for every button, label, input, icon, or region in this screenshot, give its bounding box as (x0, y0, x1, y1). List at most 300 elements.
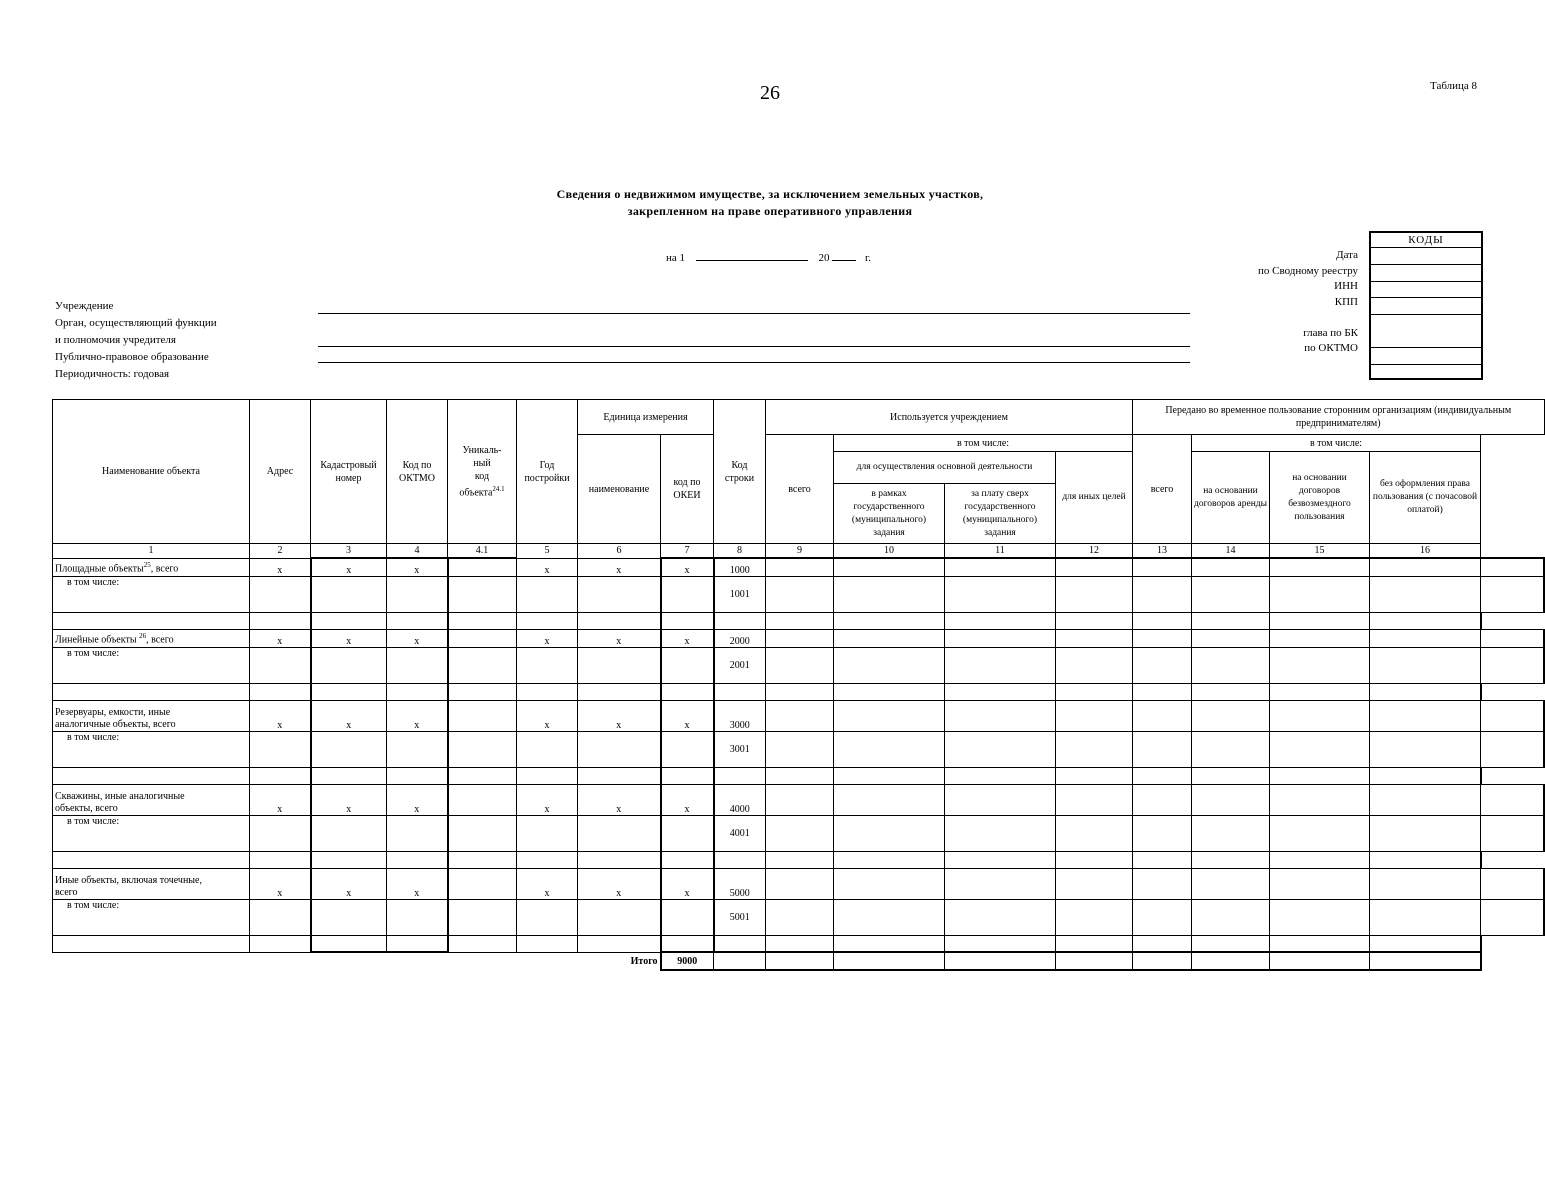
value-cell[interactable] (1481, 629, 1545, 647)
value-cell[interactable] (945, 647, 1056, 683)
value-cell[interactable] (448, 851, 517, 868)
value-cell[interactable] (661, 815, 714, 851)
value-cell[interactable] (387, 612, 448, 629)
header-row-code: Код строки (714, 400, 766, 544)
value-cell[interactable] (945, 612, 1056, 629)
row-code: 1001 (714, 576, 766, 612)
including-label: в том числе: (53, 899, 250, 935)
value-cell[interactable] (250, 767, 311, 784)
value-cell[interactable] (1192, 851, 1270, 868)
value-cell[interactable] (945, 767, 1056, 784)
value-cell[interactable] (311, 899, 387, 935)
value-cell[interactable] (945, 576, 1056, 612)
value-cell[interactable] (1370, 868, 1481, 899)
value-cell[interactable] (834, 576, 945, 612)
value-cell[interactable] (517, 683, 578, 700)
col-number: 12 (1056, 544, 1133, 559)
value-cell[interactable] (834, 868, 945, 899)
value-cell[interactable] (1192, 815, 1270, 851)
form-title-line-1: Сведения о недвижимом имуществе, за исключением земельных участков, (556, 187, 984, 201)
value-cell[interactable] (834, 731, 945, 767)
value-cell[interactable] (250, 647, 311, 683)
total-cell[interactable] (766, 952, 834, 970)
value-cell[interactable] (661, 647, 714, 683)
value-cell[interactable] (387, 731, 448, 767)
value-cell[interactable] (53, 935, 250, 952)
value-cell[interactable] (1056, 899, 1133, 935)
value-cell[interactable] (834, 629, 945, 647)
value-cell[interactable] (250, 899, 311, 935)
value-cell[interactable] (311, 731, 387, 767)
unit-code-mark: x (661, 868, 714, 899)
header-transferred-incl: в том числе: (1192, 435, 1481, 452)
blank-row (53, 612, 1545, 629)
value-cell[interactable] (1192, 612, 1270, 629)
value-cell[interactable] (1270, 815, 1370, 851)
unit-name-mark: x (578, 629, 661, 647)
date-year-field[interactable] (832, 249, 856, 261)
header-above-task: за плату сверх государственного (муниципального) задания (945, 484, 1056, 544)
value-cell[interactable] (834, 612, 945, 629)
value-cell[interactable] (834, 899, 945, 935)
value-cell[interactable] (661, 731, 714, 767)
value-cell[interactable] (1481, 558, 1545, 576)
value-cell[interactable] (766, 899, 834, 935)
total-row-code: 9000 (661, 952, 714, 970)
value-cell[interactable] (250, 815, 311, 851)
value-cell[interactable] (766, 647, 834, 683)
header-unique-line-1: Уникаль- (462, 444, 502, 456)
row-code: 3001 (714, 731, 766, 767)
value-cell[interactable] (1481, 815, 1545, 851)
unit-code-mark: x (661, 558, 714, 576)
total-cell[interactable] (1133, 952, 1192, 970)
value-cell[interactable] (517, 935, 578, 952)
date-day-month-field[interactable] (696, 249, 808, 261)
value-cell[interactable] (1133, 683, 1192, 700)
value-cell[interactable] (578, 851, 661, 868)
group-label-text: Площадные объекты (55, 563, 144, 575)
value-cell[interactable] (448, 935, 517, 952)
value-cell[interactable] (578, 683, 661, 700)
label-organ-1: Орган, осуществляющий функции (55, 317, 217, 329)
unique-code-cell[interactable] (448, 629, 517, 647)
value-cell[interactable] (387, 899, 448, 935)
value-cell[interactable] (517, 851, 578, 868)
value-cell[interactable] (945, 815, 1056, 851)
label-institution: Учреждение (55, 300, 114, 312)
value-cell[interactable] (945, 899, 1056, 935)
value-cell[interactable] (766, 731, 834, 767)
value-cell[interactable] (448, 683, 517, 700)
label-inn: ИНН (1334, 280, 1358, 292)
value-cell[interactable] (1133, 851, 1192, 868)
value-cell[interactable] (714, 683, 766, 700)
value-cell[interactable] (1056, 851, 1133, 868)
value-cell[interactable] (250, 851, 311, 868)
value-cell[interactable] (1133, 700, 1192, 731)
value-cell[interactable] (834, 647, 945, 683)
value-cell[interactable] (766, 683, 834, 700)
header-address: Адрес (250, 400, 311, 544)
value-cell[interactable] (1270, 767, 1370, 784)
value-cell[interactable] (1192, 683, 1270, 700)
value-cell[interactable] (1133, 647, 1192, 683)
value-cell[interactable] (1192, 899, 1270, 935)
value-cell[interactable] (1270, 935, 1370, 952)
value-cell[interactable] (250, 576, 311, 612)
total-cell[interactable] (1270, 952, 1370, 970)
value-cell[interactable] (1370, 899, 1481, 935)
value-cell[interactable] (834, 700, 945, 731)
value-cell[interactable] (714, 612, 766, 629)
value-cell[interactable] (1056, 731, 1133, 767)
row-code: 3000 (714, 700, 766, 731)
value-cell[interactable] (1370, 700, 1481, 731)
table-label: Таблица 8 (1430, 80, 1478, 92)
value-cell[interactable] (1270, 576, 1370, 612)
value-cell[interactable] (53, 767, 250, 784)
value-cell[interactable] (945, 868, 1056, 899)
value-cell[interactable] (714, 935, 766, 952)
footnote-mark: 25 (143, 561, 151, 570)
value-cell[interactable] (1481, 868, 1545, 899)
value-cell[interactable] (661, 899, 714, 935)
total-cell[interactable] (945, 952, 1056, 970)
value-cell[interactable] (1192, 868, 1270, 899)
value-cell[interactable] (578, 815, 661, 851)
header-oktmo: Код по ОКТМО (387, 400, 448, 544)
blank-row (53, 683, 1545, 700)
code-empty[interactable] (1371, 365, 1481, 378)
public-entity-line[interactable] (318, 362, 1190, 363)
value-cell[interactable] (1270, 629, 1370, 647)
unique-code-cell[interactable] (448, 868, 517, 899)
value-cell[interactable] (311, 683, 387, 700)
unit-code-mark: x (661, 784, 714, 815)
total-cell[interactable] (1370, 952, 1481, 970)
value-cell[interactable] (766, 815, 834, 851)
value-cell[interactable] (1270, 868, 1370, 899)
value-cell[interactable] (448, 612, 517, 629)
value-cell[interactable] (834, 851, 945, 868)
value-cell[interactable] (945, 784, 1056, 815)
value-cell[interactable] (1133, 899, 1192, 935)
value-cell[interactable] (387, 576, 448, 612)
value-cell[interactable] (661, 767, 714, 784)
value-cell[interactable] (578, 576, 661, 612)
value-cell[interactable] (661, 576, 714, 612)
value-cell[interactable] (1192, 731, 1270, 767)
value-cell[interactable] (1270, 612, 1370, 629)
header-free-use: на основании договоров безвозмездного пользования (1270, 452, 1370, 544)
code-date[interactable] (1371, 248, 1481, 265)
value-cell[interactable] (1481, 784, 1545, 815)
value-cell[interactable] (1056, 576, 1133, 612)
col-number: 14 (1192, 544, 1270, 559)
value-cell[interactable] (53, 851, 250, 868)
value-cell[interactable] (1370, 612, 1481, 629)
value-cell[interactable] (1370, 629, 1481, 647)
value-cell[interactable] (578, 935, 661, 952)
year-mark: x (517, 629, 578, 647)
col-number: 8 (714, 544, 766, 559)
value-cell[interactable] (578, 767, 661, 784)
value-cell[interactable] (661, 851, 714, 868)
value-cell[interactable] (1481, 731, 1545, 767)
label-organ-2: и полномочия учредителя (55, 334, 176, 346)
value-cell[interactable] (1370, 731, 1481, 767)
code-inn[interactable] (1371, 282, 1481, 298)
code-glava[interactable] (1371, 315, 1481, 348)
value-cell[interactable] (1370, 815, 1481, 851)
value-cell[interactable] (1192, 629, 1270, 647)
unique-code-cell[interactable] (448, 784, 517, 815)
value-cell[interactable] (661, 612, 714, 629)
institution-line[interactable] (318, 313, 1190, 314)
value-cell[interactable] (945, 683, 1056, 700)
value-cell[interactable] (1133, 731, 1192, 767)
value-cell[interactable] (1056, 784, 1133, 815)
value-cell[interactable] (1056, 558, 1133, 576)
value-cell[interactable] (766, 767, 834, 784)
oktmo-mark: x (387, 558, 448, 576)
value-cell[interactable] (1056, 868, 1133, 899)
value-cell[interactable] (945, 851, 1056, 868)
value-cell[interactable] (834, 815, 945, 851)
value-cell[interactable] (311, 935, 387, 952)
value-cell[interactable] (387, 647, 448, 683)
value-cell[interactable] (834, 767, 945, 784)
value-cell[interactable] (945, 935, 1056, 952)
value-cell[interactable] (766, 868, 834, 899)
value-cell[interactable] (945, 731, 1056, 767)
value-cell[interactable] (1370, 851, 1481, 868)
group-label (53, 868, 250, 899)
total-cell[interactable] (714, 952, 766, 970)
code-registry[interactable] (1371, 265, 1481, 282)
value-cell[interactable] (1270, 558, 1370, 576)
value-cell[interactable] (1270, 851, 1370, 868)
value-cell[interactable] (1133, 815, 1192, 851)
value-cell[interactable] (448, 815, 517, 851)
value-cell[interactable] (766, 700, 834, 731)
value-cell[interactable] (945, 558, 1056, 576)
unit-name-mark: x (578, 784, 661, 815)
organ-line[interactable] (318, 346, 1190, 347)
value-cell[interactable] (1056, 767, 1133, 784)
value-cell[interactable] (661, 935, 714, 952)
oktmo-mark: x (387, 784, 448, 815)
value-cell[interactable] (1192, 558, 1270, 576)
value-cell[interactable] (1370, 767, 1481, 784)
header-unique-line-2: ный (473, 457, 491, 469)
value-cell[interactable] (945, 700, 1056, 731)
value-cell[interactable] (311, 612, 387, 629)
value-cell[interactable] (1056, 935, 1133, 952)
value-cell[interactable] (1056, 647, 1133, 683)
value-cell[interactable] (1370, 576, 1481, 612)
value-cell[interactable] (766, 935, 834, 952)
group-label-line-2: аналогичные объекты, всего (55, 718, 176, 730)
value-cell[interactable] (1270, 700, 1370, 731)
value-cell[interactable] (387, 683, 448, 700)
value-cell[interactable] (517, 647, 578, 683)
value-cell[interactable] (1133, 868, 1192, 899)
unit-name-mark: x (578, 558, 661, 576)
value-cell[interactable] (448, 647, 517, 683)
unique-code-cell[interactable] (448, 700, 517, 731)
value-cell[interactable] (1133, 612, 1192, 629)
cadastral-mark: x (311, 784, 387, 815)
value-cell[interactable] (578, 731, 661, 767)
value-cell[interactable] (1192, 700, 1270, 731)
value-cell[interactable] (1056, 629, 1133, 647)
label-glava: глава по БК (1303, 326, 1358, 339)
value-cell[interactable] (766, 612, 834, 629)
value-cell[interactable] (1133, 935, 1192, 952)
value-cell[interactable] (250, 612, 311, 629)
header-labels (55, 298, 217, 383)
value-cell[interactable] (387, 935, 448, 952)
value-cell[interactable] (1481, 576, 1545, 612)
label-public-entity: Публично-правовое образование (55, 351, 209, 363)
row-code: 4000 (714, 784, 766, 815)
value-cell[interactable] (1270, 647, 1370, 683)
value-cell[interactable] (1481, 700, 1545, 731)
value-cell[interactable] (517, 576, 578, 612)
value-cell[interactable] (714, 851, 766, 868)
value-cell[interactable] (578, 899, 661, 935)
value-cell[interactable] (945, 629, 1056, 647)
value-cell[interactable] (448, 899, 517, 935)
value-cell[interactable] (517, 815, 578, 851)
value-cell[interactable] (1192, 767, 1270, 784)
header-unit: Единица измерения (578, 400, 714, 435)
value-cell[interactable] (766, 784, 834, 815)
value-cell[interactable] (714, 767, 766, 784)
value-cell[interactable] (661, 683, 714, 700)
value-cell[interactable] (311, 767, 387, 784)
value-cell[interactable] (387, 851, 448, 868)
date-prefix: на 1 (666, 252, 686, 264)
value-cell[interactable] (1270, 731, 1370, 767)
value-cell[interactable] (1056, 683, 1133, 700)
value-cell[interactable] (1370, 784, 1481, 815)
value-cell[interactable] (517, 767, 578, 784)
header-main-activity: для осуществления основной деятельности (834, 452, 1056, 484)
col-number: 4.1 (448, 544, 517, 559)
value-cell[interactable] (1056, 815, 1133, 851)
value-cell[interactable] (1270, 899, 1370, 935)
value-cell[interactable] (1270, 683, 1370, 700)
value-cell[interactable] (311, 647, 387, 683)
oktmo-mark: x (387, 868, 448, 899)
subgroup-row (53, 731, 1545, 767)
value-cell[interactable] (311, 815, 387, 851)
header-used: Используется учреждением (766, 400, 1133, 435)
value-cell[interactable] (250, 935, 311, 952)
value-cell[interactable] (448, 576, 517, 612)
value-cell[interactable] (766, 629, 834, 647)
value-cell[interactable] (1192, 647, 1270, 683)
header-cadastral: Кадастровый номер (311, 400, 387, 544)
unit-name-mark: x (578, 700, 661, 731)
subgroup-row (53, 815, 1545, 851)
value-cell[interactable] (1133, 767, 1192, 784)
unit-code-mark: x (661, 700, 714, 731)
value-cell[interactable] (766, 558, 834, 576)
col-number: 9 (766, 544, 834, 559)
col-number: 6 (578, 544, 661, 559)
value-cell[interactable] (1192, 784, 1270, 815)
total-cell[interactable] (1192, 952, 1270, 970)
value-cell[interactable] (387, 815, 448, 851)
code-oktmo[interactable] (1371, 348, 1481, 365)
value-cell[interactable] (578, 612, 661, 629)
total-cell[interactable] (834, 952, 945, 970)
header-unit-name: наименование (578, 435, 661, 544)
value-cell[interactable] (387, 767, 448, 784)
value-cell[interactable] (1370, 558, 1481, 576)
value-cell[interactable] (1133, 784, 1192, 815)
value-cell[interactable] (53, 612, 250, 629)
header-unit-code: код по ОКЕИ (661, 435, 714, 544)
value-cell[interactable] (834, 935, 945, 952)
value-cell[interactable] (1370, 647, 1481, 683)
value-cell[interactable] (53, 683, 250, 700)
value-cell[interactable] (1370, 683, 1481, 700)
col-number: 11 (945, 544, 1056, 559)
value-cell[interactable] (834, 784, 945, 815)
value-cell[interactable] (448, 767, 517, 784)
col-number: 3 (311, 544, 387, 559)
value-cell[interactable] (311, 576, 387, 612)
row-code: 1000 (714, 558, 766, 576)
value-cell[interactable] (1056, 612, 1133, 629)
value-cell[interactable] (1270, 784, 1370, 815)
value-cell[interactable] (834, 558, 945, 576)
value-cell[interactable] (1133, 576, 1192, 612)
value-cell[interactable] (766, 576, 834, 612)
form-title-line-2: закрепленном на праве оперативного управления (627, 204, 913, 218)
value-cell[interactable] (517, 731, 578, 767)
value-cell[interactable] (250, 731, 311, 767)
value-cell[interactable] (1481, 899, 1545, 935)
value-cell[interactable] (766, 851, 834, 868)
value-cell[interactable] (578, 647, 661, 683)
value-cell[interactable] (448, 731, 517, 767)
value-cell[interactable] (1133, 558, 1192, 576)
value-cell[interactable] (311, 851, 387, 868)
value-cell[interactable] (1056, 700, 1133, 731)
value-cell[interactable] (1481, 647, 1545, 683)
value-cell[interactable] (1133, 629, 1192, 647)
value-cell[interactable] (517, 899, 578, 935)
value-cell[interactable] (1192, 576, 1270, 612)
value-cell[interactable] (1192, 935, 1270, 952)
value-cell[interactable] (250, 683, 311, 700)
col-number: 15 (1270, 544, 1370, 559)
unique-code-cell[interactable] (448, 558, 517, 576)
value-cell[interactable] (1370, 935, 1481, 952)
total-cell[interactable] (1056, 952, 1133, 970)
group-label (53, 558, 250, 576)
value-cell[interactable] (517, 612, 578, 629)
value-cell[interactable] (834, 683, 945, 700)
code-kpp[interactable] (1371, 298, 1481, 315)
group-label-text: Резервуары, емкости, иные (55, 706, 171, 718)
